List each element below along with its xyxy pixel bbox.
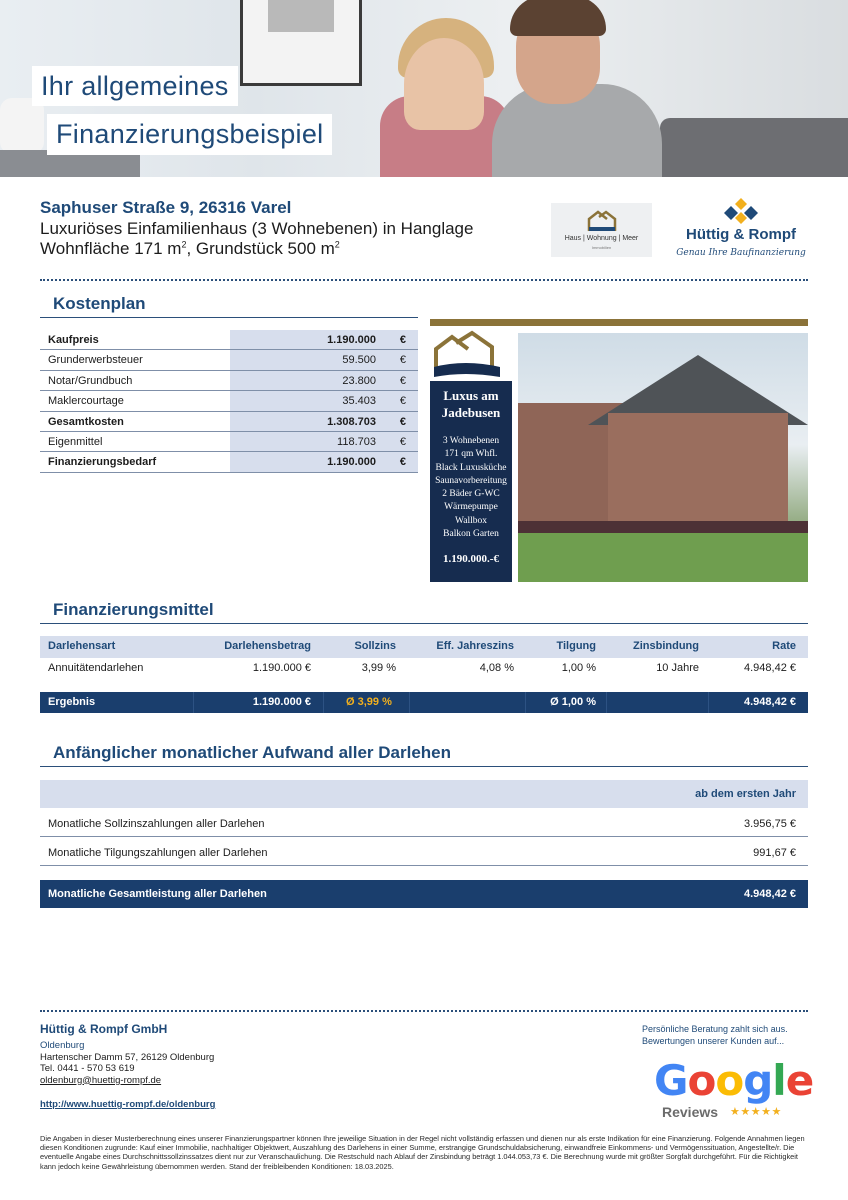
fm-result-divider: [606, 692, 607, 713]
woman-face: [404, 38, 484, 130]
value-cell-bg: [230, 452, 418, 472]
listing-feature-item: 171 qm Whfl.: [444, 449, 498, 460]
aufwand-row-value: 991,67 €: [753, 847, 796, 859]
table-row: [40, 432, 418, 452]
property-header: [40, 198, 473, 259]
listing-logo: [430, 329, 512, 385]
aufwand-header: [40, 780, 808, 808]
google-wordmark: [654, 1056, 814, 1105]
property-area: [40, 239, 473, 259]
finanzierungsmittel-underline: [40, 623, 808, 624]
listing-headline-line2: Jadebusen: [441, 405, 501, 420]
table-row: [40, 412, 418, 432]
kostenplan-value: 35.403: [342, 395, 376, 408]
company-email-link[interactable]: oldenburg@huettig-rompf.de: [40, 1074, 162, 1086]
hwm-logo-subtext: Immobilien: [591, 245, 612, 250]
consult-line1: Persönliche Beratung zahlt sich aus.: [642, 1024, 788, 1034]
listing-feature-item: 2 Bäder G-WC: [442, 489, 500, 500]
currency-symbol: €: [399, 415, 406, 428]
lawn: [518, 533, 808, 582]
fm-cell-darlehensart: Annuitätendarlehen: [48, 662, 144, 674]
huettig-rompf-logo: [676, 196, 806, 266]
fm-header-darlehensbetrag: Darlehensbetrag: [224, 640, 311, 652]
fm-header-sollzins: Sollzins: [354, 640, 396, 652]
table-row: [40, 809, 808, 837]
fm-header-eff-jahreszins: Eff. Jahreszins: [436, 640, 514, 652]
kostenplan-value: 118.703: [337, 435, 376, 448]
value-cell-bg: [230, 371, 418, 391]
table-row: [40, 371, 418, 391]
sqm-superscript: 2: [181, 239, 187, 250]
company-phone: Tel. 0441 - 570 53 619: [40, 1063, 135, 1074]
company-city: Oldenburg: [40, 1040, 85, 1051]
fm-header-darlehensart: Darlehensart: [48, 640, 116, 652]
picture-content: [268, 0, 334, 32]
fm-result-tilgung: Ø 1,00 %: [550, 696, 596, 708]
fm-result-sollzins: Ø 3,99 %: [346, 696, 392, 708]
kostenplan-label: Finanzierungsbedarf: [48, 456, 157, 469]
listing-headline: [430, 387, 512, 421]
listing-feature-item: Black Luxusküche: [435, 462, 507, 473]
fm-cell-tilgung: 1,00 %: [561, 662, 596, 674]
currency-symbol: €: [399, 354, 406, 367]
aufwand-row-value: 3.956,75 €: [744, 818, 796, 830]
fm-header-tilgung: Tilgung: [556, 640, 596, 652]
aufwand-underline: [40, 766, 808, 767]
table-row: [40, 838, 808, 866]
currency-symbol: €: [399, 435, 406, 448]
listing-feature-item: 3 Wohnebenen: [442, 436, 500, 446]
value-cell-bg: [230, 350, 418, 370]
currency-symbol: €: [399, 456, 406, 469]
value-cell-bg: [230, 330, 418, 350]
listing-gold-bar: [430, 319, 808, 326]
listing-headline-line1: Luxus am: [443, 388, 499, 403]
star-rating-icon: ★★★★★: [730, 1106, 782, 1118]
row-divider: [40, 472, 418, 473]
fm-cell-sollzins: 3,99 %: [361, 662, 396, 674]
diamond-logo-icon: [676, 196, 806, 226]
currency-symbol: €: [399, 334, 406, 346]
house-photo: [518, 333, 808, 582]
property-description: Luxuriöses Einfamilienhaus (3 Wohnebenen) in Hanglage: [40, 219, 474, 238]
house-logo-icon: [551, 203, 652, 237]
house-facade: [608, 413, 788, 533]
sqm-superscript-2: 2: [334, 239, 340, 250]
aufwand-total-label: Monatliche Gesamtleistung aller Darlehen: [48, 888, 267, 900]
property-listing-image: [430, 319, 808, 582]
listing-house-logo-icon: [430, 329, 512, 385]
company-contact: [40, 1022, 216, 1110]
kostenplan-label: Gesamtkosten: [48, 415, 124, 428]
pillow: [0, 98, 44, 154]
hero-banner: [0, 0, 848, 177]
google-letter: o: [715, 1056, 744, 1105]
consulting-note: [642, 1023, 788, 1047]
aufwand-row-label: Monatliche Tilgungszahlungen aller Darlehen: [48, 847, 268, 859]
kostenplan-value: 1.308.703: [327, 415, 376, 428]
listing-price: 1.190.000.-€: [443, 553, 499, 566]
google-letter: G: [654, 1056, 688, 1105]
fm-result-divider: [323, 692, 324, 713]
finanzierungsmittel-table: [40, 636, 808, 680]
fm-result-divider: [708, 692, 709, 713]
reviews-label: Reviews: [662, 1104, 719, 1120]
divider-top: [40, 279, 808, 281]
table-row: [40, 452, 418, 472]
property-address: Saphuser Straße 9, 26316 Varel: [40, 198, 292, 217]
google-letter: l: [772, 1056, 786, 1105]
aufwand-total-value: 4.948,42 €: [744, 888, 796, 900]
kostenplan-table: [40, 330, 418, 473]
kostenplan-value: 59.500: [342, 354, 376, 367]
divider-bottom: [40, 1010, 808, 1012]
fm-result-divider: [409, 692, 410, 713]
value-cell-bg: [230, 391, 418, 411]
fm-result-amount: 1.190.000 €: [252, 696, 311, 708]
consult-line2: Bewertungen unserer Kunden auf...: [642, 1036, 785, 1046]
hr-logo-name: Hüttig & Rompf: [686, 226, 796, 243]
fm-result-divider: [525, 692, 526, 713]
fm-header-rate: Rate: [772, 640, 796, 652]
kostenplan-label: Kaufpreis: [48, 334, 99, 346]
kostenplan-label: Grunderwerbsteuer: [48, 354, 143, 367]
google-letter: g: [743, 1056, 773, 1105]
listing-feature-item: Saunavorbereitung: [435, 475, 507, 486]
fm-header-row: [40, 636, 808, 658]
hwm-logo-text: Haus | Wohnung | Meer: [564, 235, 639, 242]
finanzierungsmittel-title: Finanzierungsmittel: [53, 600, 214, 619]
google-letter: e: [785, 1056, 814, 1105]
fm-cell-eff-jahreszins: 4,08 %: [479, 662, 514, 674]
fm-cell-rate: 4.948,42 €: [744, 662, 796, 674]
fm-cell-darlehensbetrag: 1.190.000 €: [252, 662, 311, 674]
kostenplan-value: 1.190.000: [327, 456, 376, 469]
google-letter: o: [687, 1056, 716, 1105]
kostenplan-label: Eigenmittel: [48, 435, 103, 448]
fm-cell-zinsbindung: 10 Jahre: [656, 662, 699, 674]
kostenplan-label: Notar/Grundbuch: [48, 374, 133, 387]
table-row: [40, 658, 808, 680]
kostenplan-value: 1.190.000: [327, 334, 376, 346]
legal-disclaimer: Die Angaben in dieser Musterberechnung eines unserer Finanzierungspartner können Ihre jeweilige Situation in der Regel nicht vollständig erfassen und dienen nur als erste Indikation für eine Finanzierung. Folgende Annahmen liegen diesen Konditionen zugrunde: Kauf einer Immobilie, nachhaltiger Objektwert, Auszahlung des Darlehens in einer Summe, erstrangige Grundschuldabsicherung, einwandfreie Einkommens- und Vermögenssituation, Angestellte/r. Die eventuelle Angabe eines Durchschnittssollzinssatzes dient nur zur Veranschaulichung. Die Restschuld nach Ablauf der Zinsbindung beträgt 1.044.053,73 €. Die Berechnung wurde mit größter Sorgfalt durchgeführt. Für die Richtigkeit kann jedoch keine Gewährleistung übernommen werden. Stand der freibleibenden Konditionen: 18.03.2025.: [40, 1134, 805, 1171]
value-cell-bg: [230, 432, 418, 452]
listing-feature-item: Wallbox: [455, 515, 487, 526]
listing-features: [430, 435, 512, 541]
kostenplan-title: Kostenplan: [53, 294, 146, 313]
plot-area-text: , Grundstück 500 m: [186, 239, 335, 258]
living-area-text: Wohnfläche 171 m: [40, 239, 182, 258]
fm-result-label: Ergebnis: [48, 696, 96, 708]
aufwand-row-label: Monatliche Sollzinszahlungen aller Darlehen: [48, 818, 265, 830]
company-name: Hüttig & Rompf GmbH: [40, 1022, 168, 1036]
fm-result-divider: [193, 692, 194, 713]
kostenplan-label: Maklercourtage: [48, 395, 124, 408]
haus-wohnung-meer-logo: [551, 203, 652, 257]
aufwand-title: Anfänglicher monatlicher Aufwand aller Darlehen: [53, 743, 452, 762]
listing-feature-item: Balkon Garten: [443, 529, 499, 540]
table-row: [40, 350, 418, 370]
company-street: Hartenscher Damm 57, 26129 Oldenburg: [40, 1051, 215, 1063]
table-row: [40, 391, 418, 411]
fm-header-zinsbindung: Zinsbindung: [633, 640, 699, 652]
hero-title-line1: Ihr allgemeines: [32, 66, 238, 106]
table-row: [40, 330, 418, 350]
listing-info-panel: [430, 381, 512, 582]
hr-logo-tagline: Genau Ihre Baufinanzierung: [676, 248, 806, 258]
value-cell-bg: [230, 412, 418, 432]
aufwand-column-header: ab dem ersten Jahr: [695, 788, 796, 800]
google-reviews-badge[interactable]: [654, 1056, 814, 1120]
listing-feature-item: Wärmepumpe: [444, 502, 498, 513]
man-hair: [510, 0, 606, 36]
fm-result-row: [40, 692, 808, 713]
currency-symbol: €: [399, 374, 406, 387]
hero-title-line2: Finanzierungsbeispiel: [47, 114, 332, 155]
fm-result-rate: 4.948,42 €: [744, 696, 796, 708]
kostenplan-underline: [40, 317, 418, 318]
aufwand-total-row: [40, 880, 808, 908]
kostenplan-value: 23.800: [342, 374, 376, 387]
currency-symbol: €: [399, 395, 406, 408]
company-website-link[interactable]: http://www.huettig-rompf.de/oldenburg: [40, 1099, 216, 1110]
sofa-right: [660, 118, 848, 177]
